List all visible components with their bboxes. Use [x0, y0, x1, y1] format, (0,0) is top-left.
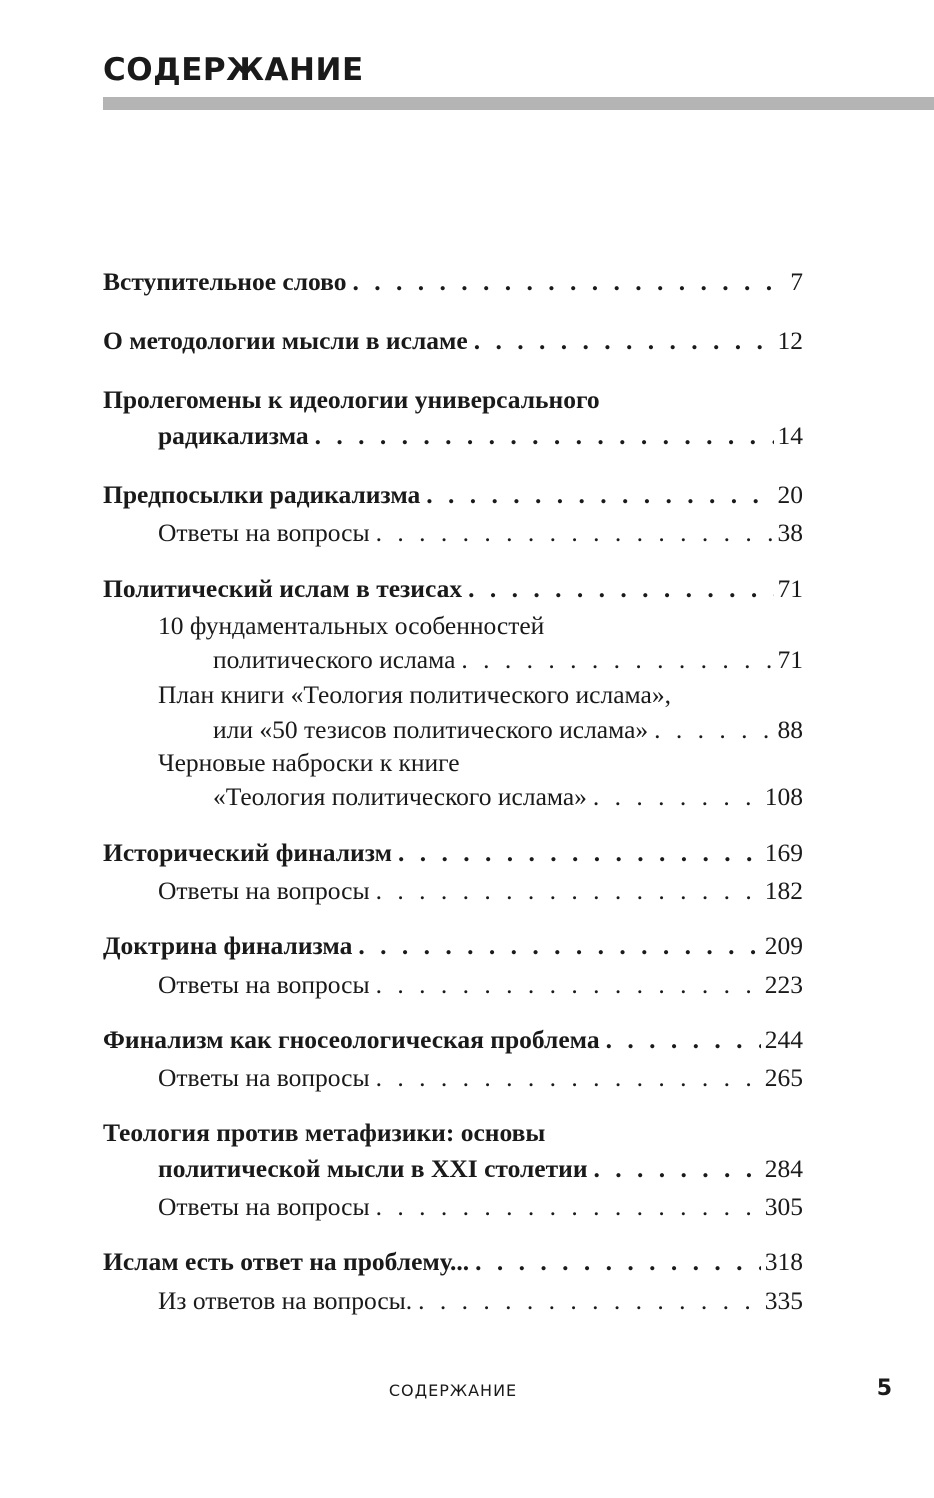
toc-entry-page: 169 [764, 838, 803, 867]
toc-entry-title: Ответы на вопросы [158, 1192, 370, 1221]
toc-leader [468, 323, 774, 359]
toc-entry-title-line2: «Теология политического ислама» [213, 782, 587, 811]
toc-entry-title: Финализм как гносеологическая проблема [103, 1025, 600, 1054]
toc-entry-page: 71 [777, 574, 803, 603]
toc-entry[interactable] [103, 1244, 803, 1280]
page-number: 5 [876, 1376, 892, 1401]
toc-entry[interactable] [103, 1115, 803, 1187]
toc-entry-page: 12 [777, 326, 803, 355]
toc-entry[interactable] [103, 835, 803, 871]
toc-entry-page: 182 [764, 876, 803, 905]
running-footer-title: СОДЕРЖАНИЕ [388, 1381, 518, 1400]
toc-subentry[interactable] [103, 515, 803, 551]
toc-entry[interactable] [103, 928, 803, 964]
toc-entry-title: О методологии мысли в исламе [103, 326, 468, 355]
toc-entry-page: 318 [764, 1247, 803, 1276]
toc-entry-title: Ответы на вопросы [158, 876, 370, 905]
toc-entry[interactable] [103, 382, 803, 454]
toc-leader [370, 967, 761, 1003]
toc-entry-title-line2: политической мысли в XXI столетии [158, 1154, 588, 1183]
toc-entry-title-line1: План книги «Теология политического ислама», [158, 680, 671, 709]
toc-entry-title: Из ответов на вопросы. [158, 1286, 413, 1315]
toc-entry[interactable] [103, 323, 803, 359]
toc-subentry[interactable] [103, 1189, 803, 1225]
toc-entry-title: Политический ислам в тезисах [103, 574, 463, 603]
toc-subentry[interactable] [103, 967, 803, 1003]
toc-entry-title: Ответы на вопросы [158, 518, 370, 547]
toc-entry-page: 7 [790, 267, 803, 296]
toc-entry-title-line2: политического ислама [213, 645, 456, 674]
toc-leader [370, 873, 761, 909]
toc-entry-page: 108 [764, 782, 803, 811]
toc-entry-page: 284 [764, 1154, 803, 1183]
toc-entry[interactable] [103, 571, 803, 607]
toc-entry[interactable] [103, 264, 803, 300]
toc-subentry[interactable] [103, 609, 803, 677]
toc-subentry[interactable] [103, 1060, 803, 1096]
page-heading: СОДЕРЖАНИЕ [103, 52, 364, 88]
toc-subentry[interactable] [103, 1283, 803, 1319]
toc-entry-page: 209 [764, 931, 803, 960]
toc-entry-title-line1: Черновые наброски к книге [158, 748, 460, 777]
toc-entry-title-line1: Теология против метафизики: основы [103, 1118, 546, 1147]
toc-leader [309, 418, 774, 454]
toc-entry-title-line1: 10 фундаментальных особенностей [158, 611, 545, 640]
toc-leader [648, 712, 773, 747]
toc-entry-title: Исторический финализм [103, 838, 393, 867]
toc-leader [600, 1022, 761, 1058]
toc-leader [420, 477, 773, 513]
toc-entry-title: Ислам есть ответ на проблему... [103, 1247, 470, 1276]
toc-entry-page: 88 [777, 715, 803, 744]
toc-leader [370, 515, 774, 551]
toc-leader [587, 780, 761, 814]
toc-leader [412, 1283, 761, 1319]
toc-leader [455, 643, 773, 677]
toc-entry-title: Ответы на вопросы [158, 1063, 370, 1092]
toc-leader [462, 571, 773, 607]
toc-subentry[interactable] [103, 746, 803, 814]
toc-entry-page: 305 [764, 1192, 803, 1221]
toc-leader [370, 1060, 761, 1096]
toc-entry-title: Предпосылки радикализма [103, 480, 421, 509]
toc-leader [392, 835, 761, 871]
toc-entry-page: 335 [764, 1286, 803, 1315]
toc-entry-title: Ответы на вопросы [158, 970, 370, 999]
toc-entry[interactable] [103, 477, 803, 513]
toc-entry-page: 265 [764, 1063, 803, 1092]
toc-entry-title: Доктрина финализма [103, 931, 353, 960]
toc-entry-title-line1: Пролегомены к идеологии универсального [103, 385, 600, 414]
toc-entry-page: 38 [777, 518, 803, 547]
toc-leader [370, 1189, 761, 1225]
toc-leader [469, 1244, 761, 1280]
toc-leader [352, 928, 760, 964]
toc-entry-title-line2: радикализма [158, 421, 309, 450]
toc-leader [588, 1151, 761, 1187]
toc-entry-page: 244 [764, 1025, 803, 1054]
toc-entry-title: Вступительное слово [103, 267, 347, 296]
toc-leader [347, 264, 787, 300]
heading-rule [103, 97, 934, 110]
toc-subentry[interactable] [103, 873, 803, 909]
toc-entry-page: 14 [777, 421, 803, 450]
toc-entry-page: 71 [777, 645, 803, 674]
toc-entry-page: 223 [764, 970, 803, 999]
toc-entry[interactable] [103, 1022, 803, 1058]
toc-subentry[interactable] [103, 677, 803, 747]
toc-entry-title-line2: или «50 тезисов политического ислама» [213, 715, 649, 744]
toc-entry-page: 20 [777, 480, 803, 509]
